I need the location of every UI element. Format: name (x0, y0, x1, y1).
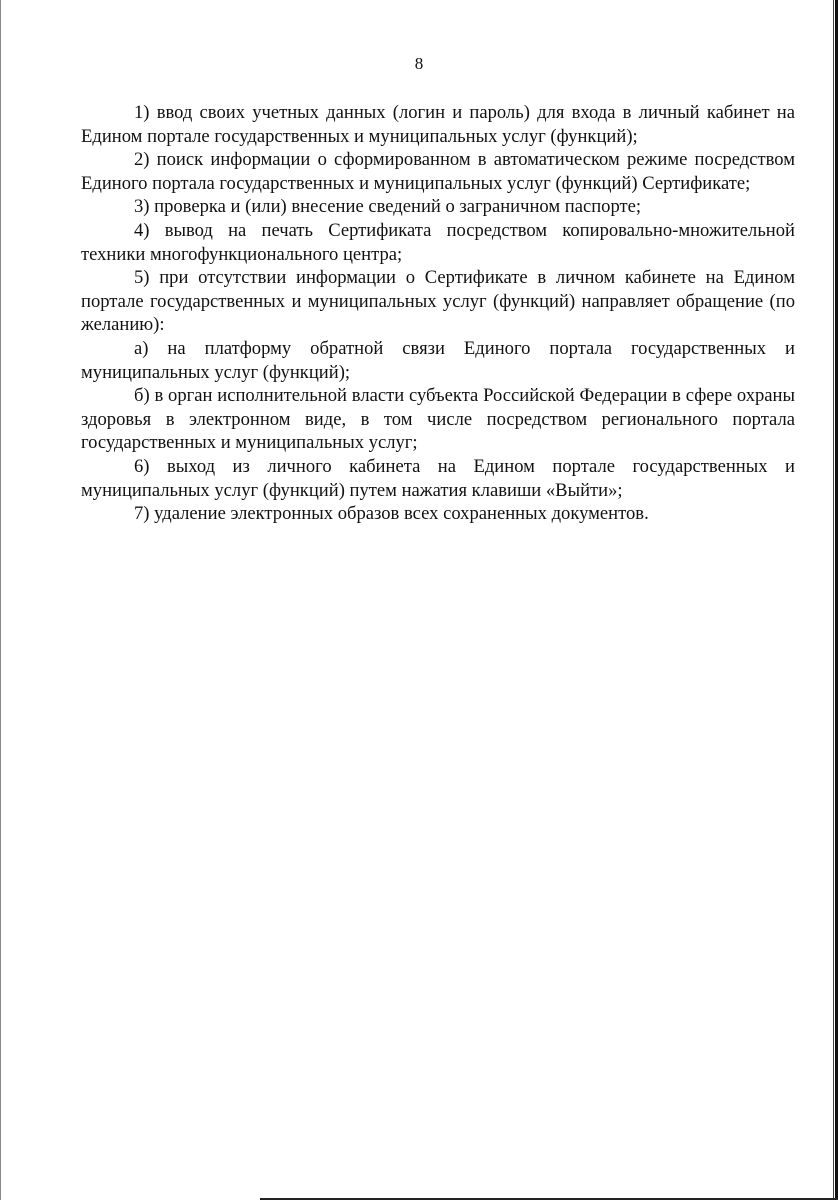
list-item-5b: б) в орган исполнительной власти субъекта Российской Федерации в сфере охраны здоровья в электронном виде, в том числе посредством регионального портала государственных и муниципальных услуг; (81, 385, 795, 454)
list-item-6: 6) выход из личного кабинета на Едином портале государственных и муниципальных услуг (функций) путем нажатия клавиши «Выйти»; (81, 455, 795, 501)
list-item-4: 4) вывод на печать Сертификата посредством копировально-множительной техники многофункционального центра; (81, 219, 795, 265)
list-item-5a: а) на платформу обратной связи Единого портала государственных и муниципальных услуг (функций); (81, 337, 795, 383)
scan-edge-left (0, 0, 1, 1200)
page-number: 8 (414, 54, 424, 73)
list-item-3: 3) проверка и (или) внесение сведений о заграничном паспорте; (134, 196, 642, 218)
list-item-5: 5) при отсутствии информации о Сертификате в личном кабинете на Едином портале государственных и муниципальных услуг (функций) направляет обращение (по желанию): (81, 267, 795, 336)
document-body (81, 101, 795, 526)
list-item-7: 7) удаление электронных образов всех сохраненных документов. (134, 503, 649, 525)
list-item-1: 1) ввод своих учетных данных (логин и пароль) для входа в личный кабинет на Едином портале государственных и муниципальных услуг (функций); (81, 102, 795, 147)
scan-edge-right-inner (833, 0, 834, 1200)
list-item-2: 2) поиск информации о сформированном в автоматическом режиме посредством Единого портала государственных и муниципальных услуг (функций) Сертификате; (81, 149, 795, 194)
